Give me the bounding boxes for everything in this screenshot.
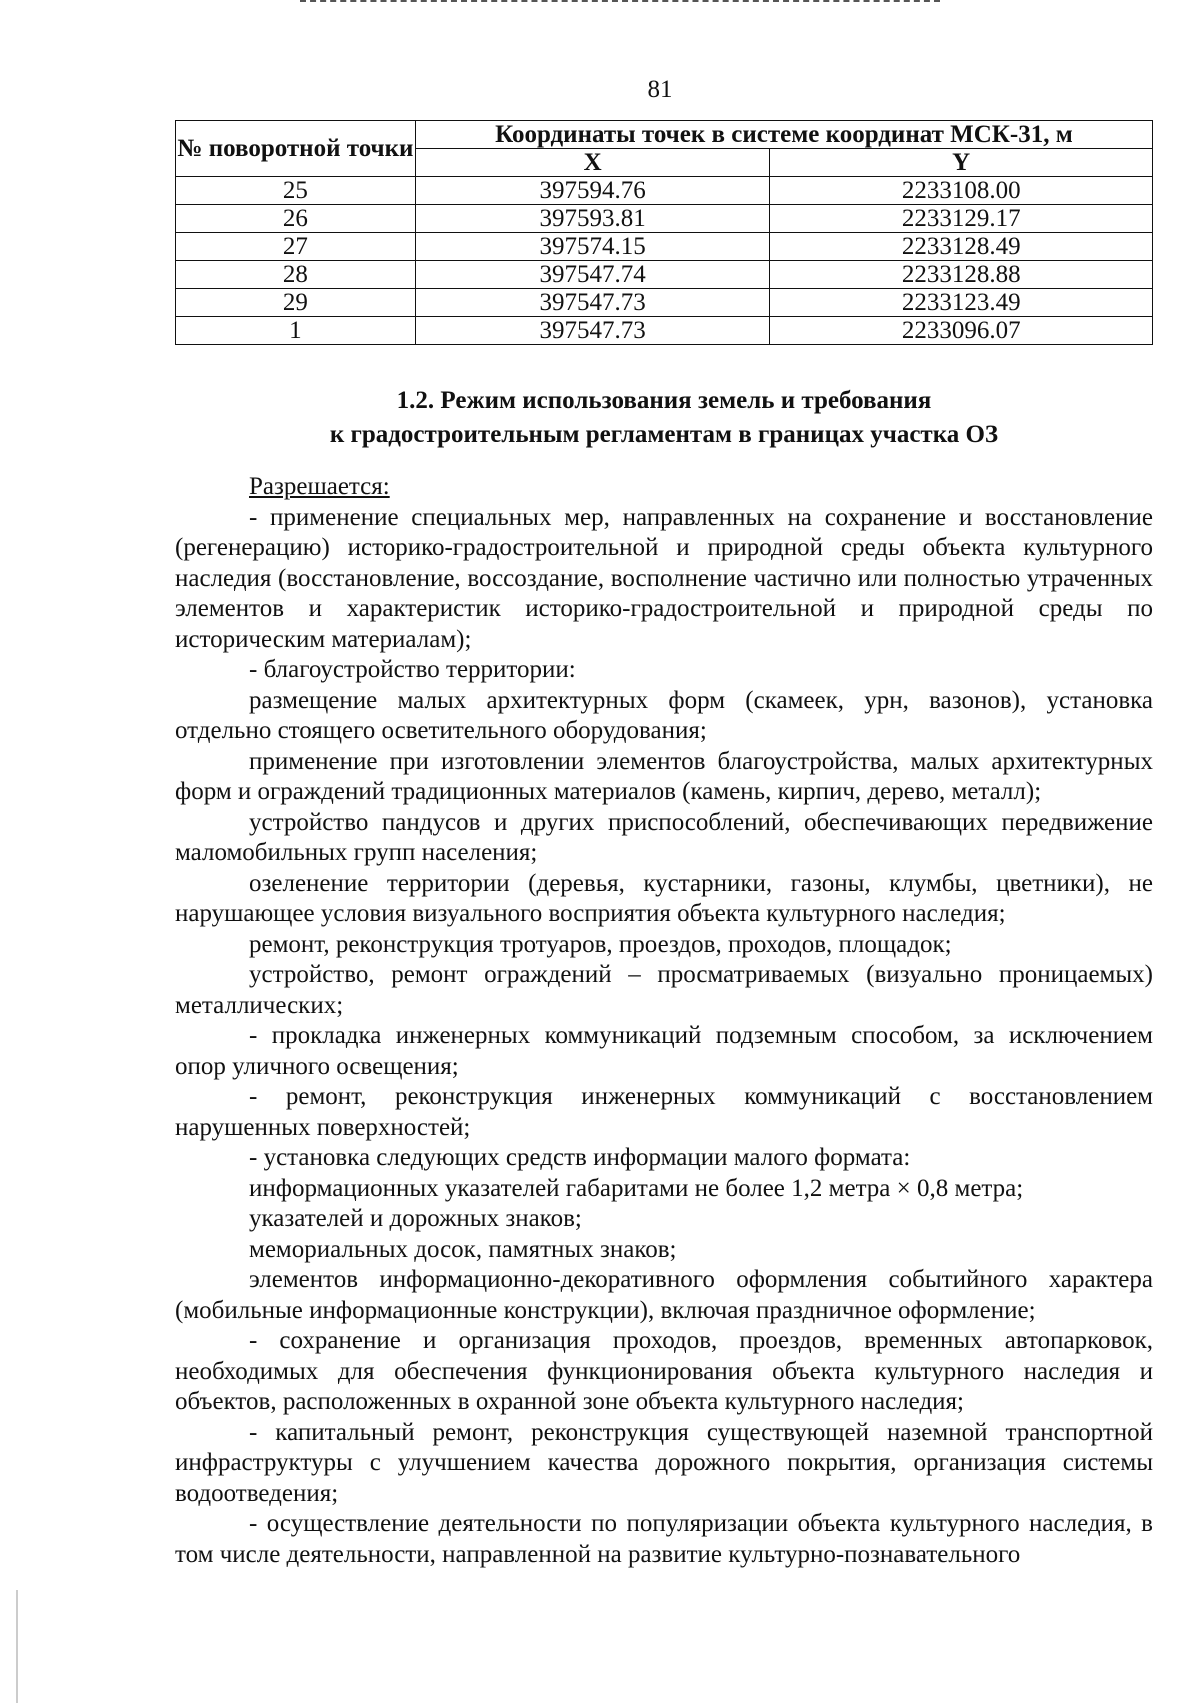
paragraph: информационных указателей габаритами не более 1,2 метра × 0,8 метра; <box>249 1174 1024 1202</box>
x-cell: 397547.73 <box>415 289 770 317</box>
top-edge-artifact <box>300 0 940 5</box>
y-cell: 2233128.49 <box>770 233 1153 261</box>
page-number: 81 <box>647 76 673 103</box>
x-cell: 397547.73 <box>415 317 770 345</box>
paragraph: - прокладка инженерных коммуникаций подземным способом, за исключением опор уличного освещения; <box>175 1022 1153 1080</box>
table-row <box>176 233 1153 261</box>
y-cell: 2233123.49 <box>770 289 1153 317</box>
table-row <box>176 205 1153 233</box>
section-title-line-2: к градостроительным регламентам в границах участка ОЗ <box>329 421 999 448</box>
point-cell: 25 <box>176 177 416 205</box>
paragraph: - сохранение и организация проходов, проездов, временных автопарковок, необходимых для обеспечения функционирования объекта культурного наследия и объектов, расположенных в охранной зоне объекта культурного наследия; <box>175 1327 1153 1415</box>
paragraph: - применение специальных мер, направленных на сохранение и восстановление (регенерацию) историко-градостроительной и природной среды объекта культурного наследия (восстановление, воссоздание, восполнение частично или полностью утраченных элементов и характеристик историко-градостроительной и природной среды по историческим материалам); <box>175 503 1153 653</box>
paragraph: - благоустройство территории: <box>249 656 576 683</box>
table-row <box>176 317 1153 345</box>
section-title-line-1: 1.2. Режим использования земель и требования <box>396 387 932 414</box>
table-row <box>176 177 1153 205</box>
x-cell: 397547.74 <box>415 261 770 289</box>
point-cell: 29 <box>176 289 416 317</box>
paragraph: ремонт, реконструкция тротуаров, проездов, проходов, площадок; <box>249 930 952 958</box>
y-cell: 2233108.00 <box>770 177 1153 205</box>
allowed-label: Разрешается: <box>249 473 390 500</box>
x-cell: 397594.76 <box>415 177 770 205</box>
scan-margin-line <box>16 1590 18 1703</box>
header-point-number: № поворотной точки <box>176 121 416 177</box>
x-cell: 397593.81 <box>415 205 770 233</box>
x-cell: 397574.15 <box>415 233 770 261</box>
point-cell: 28 <box>176 261 416 289</box>
paragraph: размещение малых архитектурных форм (скамеек, урн, вазонов), установка отдельно стоящего осветительного оборудования; <box>175 686 1153 744</box>
paragraph: - осуществление деятельности по популяризации объекта культурного наследия, в том числе деятельности, направленной на развитие культурно-познавательного <box>175 1510 1153 1568</box>
coordinates-table <box>175 120 1153 345</box>
paragraph: указателей и дорожных знаков; <box>249 1205 582 1232</box>
paragraph: устройство пандусов и других приспособлений, обеспечивающих передвижение маломобильных групп населения; <box>175 808 1153 866</box>
paragraph: озеленение территории (деревья, кустарники, газоны, клумбы, цветники), не нарушающее условия визуального восприятия объекта культурного наследия; <box>175 869 1153 927</box>
paragraph: - ремонт, реконструкция инженерных коммуникаций с восстановлением нарушенных поверхностей; <box>175 1083 1153 1141</box>
header-y: Y <box>770 149 1153 177</box>
paragraph: элементов информационно-декоративного оформления событийного характера (мобильные информационные конструкции), включая праздничное оформление; <box>175 1266 1153 1324</box>
y-cell: 2233096.07 <box>770 317 1153 345</box>
table-row <box>176 261 1153 289</box>
paragraph: мемориальных досок, памятных знаков; <box>249 1235 677 1263</box>
paragraph: применение при изготовлении элементов благоустройства, малых архитектурных форм и ограждений традиционных материалов (камень, кирпич, дерево, металл); <box>175 747 1153 805</box>
y-cell: 2233128.88 <box>770 261 1153 289</box>
header-coordinates: Координаты точек в системе координат МСК-31, м <box>415 121 1152 149</box>
point-cell: 1 <box>176 317 416 345</box>
paragraph: - установка следующих средств информации малого формата: <box>249 1144 911 1171</box>
header-x: X <box>415 149 770 177</box>
section-body <box>175 472 1153 1570</box>
paragraph: - капитальный ремонт, реконструкция существующей наземной транспортной инфраструктуры с улучшением качества дорожного покрытия, организация системы водоотведения; <box>175 1418 1153 1507</box>
y-cell: 2233129.17 <box>770 205 1153 233</box>
paragraph: устройство, ремонт ограждений – просматриваемых (визуально проницаемых) металлических; <box>175 961 1153 1019</box>
point-cell: 26 <box>176 205 416 233</box>
point-cell: 27 <box>176 233 416 261</box>
section-heading <box>175 384 1153 452</box>
table-row <box>176 289 1153 317</box>
